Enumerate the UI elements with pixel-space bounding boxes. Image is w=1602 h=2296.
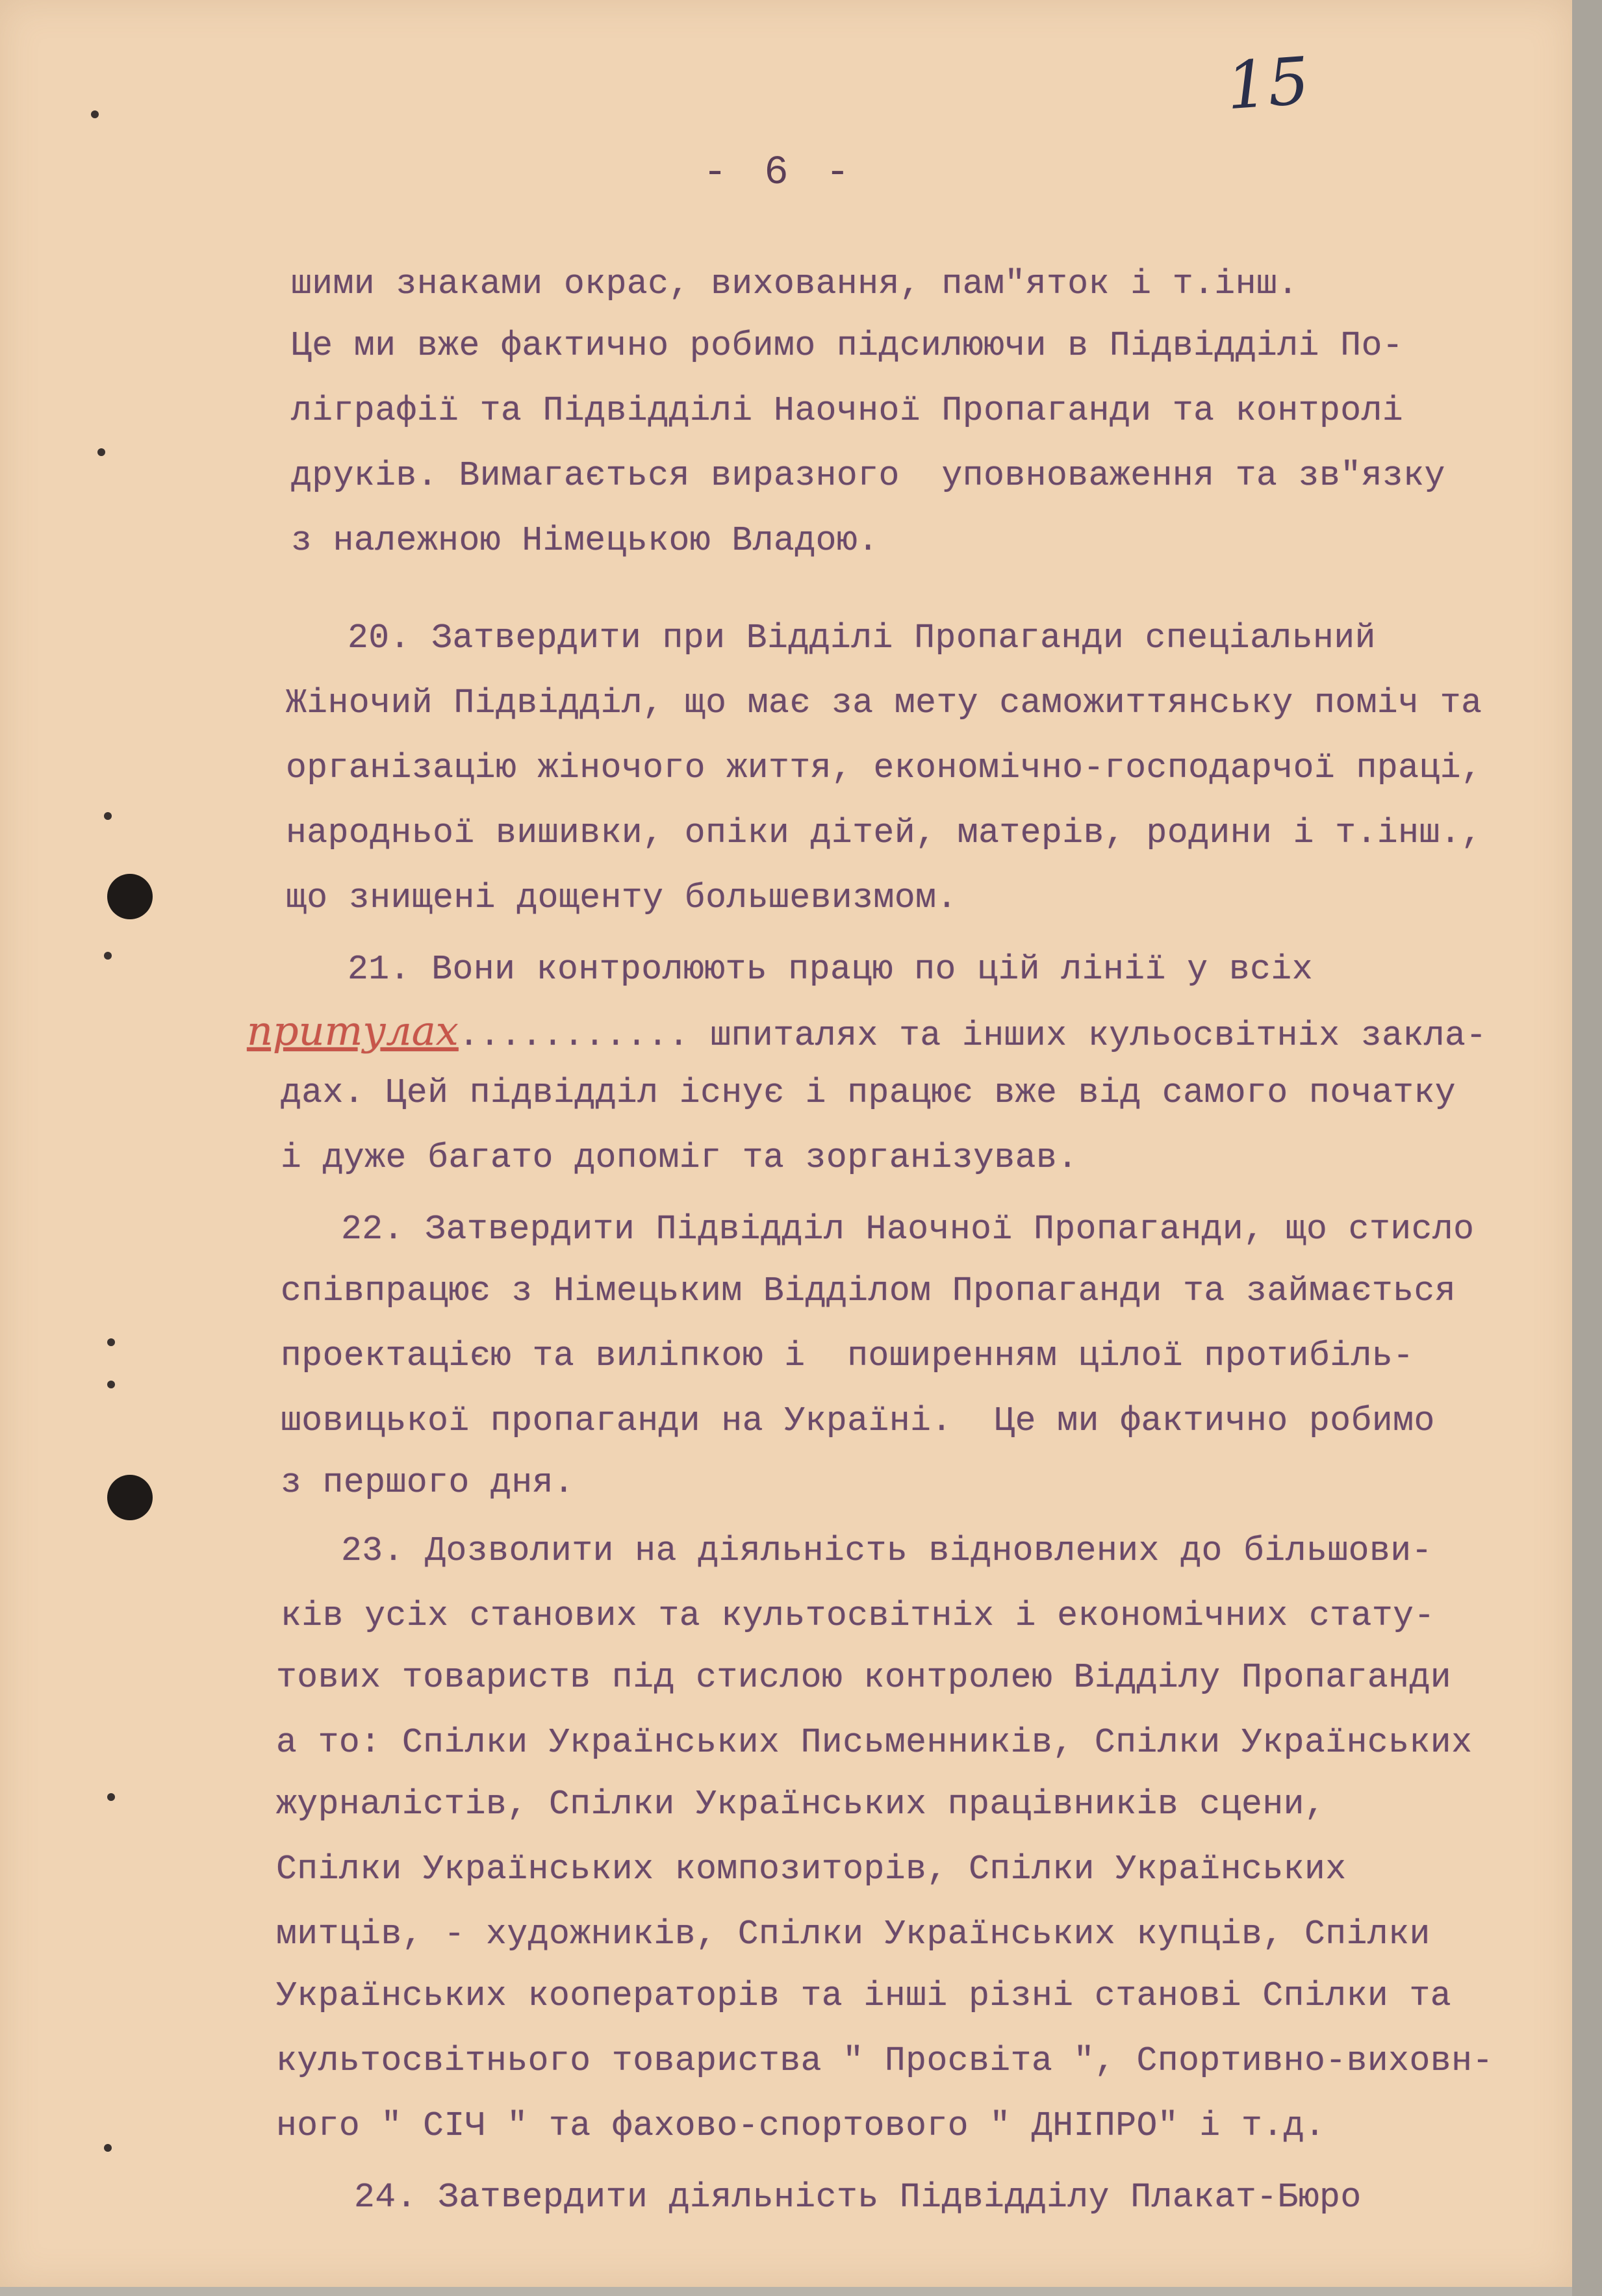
text-line: організацію жіночого життя, економічно-господарчої праці, [286, 748, 1482, 787]
paper-speck [107, 1381, 115, 1388]
text-line: культосвітнього товариства " Просвіта ", Спортивно-виховн- [276, 2041, 1494, 2080]
handwritten-folio-number: 15 [1224, 42, 1312, 125]
text-line: ........... шпиталях та інших кульосвітніх закла- [458, 1016, 1487, 1055]
text-line: 20. Затвердити при Відділі Пропаганди спеціальний [348, 619, 1376, 657]
text-line: Спілки Українських композиторів, Спілки Українських [276, 1850, 1347, 1889]
text-line: ків усіх станових та культосвітніх і економічних стату- [281, 1596, 1435, 1635]
text-line: ліграфії та Підвідділі Наочної Пропаганди та контролі [291, 391, 1404, 430]
text-line: журналістів, Спілки Українських працівників сцени, [276, 1785, 1326, 1824]
text-line: з належною Німецькою Владою. [291, 521, 879, 560]
text-line: друків. Вимагається виразного уповноваження та зв"язку [291, 456, 1445, 495]
text-line: Це ми вже фактично робимо підсилюючи в Підвідділі По- [291, 326, 1404, 365]
page-number: - 6 - [702, 149, 857, 196]
text-line: і дуже багато допоміг та зорганізував. [281, 1138, 1078, 1177]
paper-speck [97, 448, 105, 456]
paper-speck [91, 110, 99, 118]
paper-speck [107, 1338, 115, 1346]
paper-speck [104, 952, 112, 960]
text-line: співпрацює з Німецьким Відділом Пропаганди та займається [281, 1271, 1456, 1310]
text-line: що знищені дощенту большевизмом. [286, 878, 958, 917]
text-line: 24. Затвердити діяльність Підвідділу Плакат-Бюро [354, 2178, 1362, 2217]
text-line: а то: Спілки Українських Письменників, Спілки Українських [276, 1723, 1473, 1762]
page-edge [1572, 0, 1602, 2296]
handwritten-insertion: притулах [247, 1007, 459, 1054]
text-line: народньої вишивки, опіки дітей, матерів, родини і т.інш., [286, 813, 1482, 852]
text-line: шими знаками окрас, виховання, пам"яток і т.інш. [291, 264, 1299, 303]
text-line: шовицької пропаганди на Україні. Це ми фактично робимо [281, 1401, 1435, 1440]
text-line: 22. Затвердити Підвідділ Наочної Пропаганди, що стисло [341, 1210, 1475, 1249]
text-line: митців, - художників, Спілки Українських купців, Спілки [276, 1915, 1430, 1954]
text-line: Українських кооператорів та інші різні станові Спілки та [276, 1976, 1452, 2015]
punch-hole-bottom [107, 1475, 153, 1520]
paper-speck [104, 2144, 112, 2152]
text-line: проектацією та виліпкою і поширенням цілої протибіль- [281, 1336, 1414, 1375]
text-line: з першого дня. [281, 1463, 575, 1502]
paper-speck [107, 1793, 115, 1801]
text-line: 21. Вони контролюють працю по цій лінії у всіх [348, 950, 1314, 989]
text-line: ного " СІЧ " та фахово-спортового " ДНІПРО" і т.д. [276, 2106, 1326, 2145]
text-line: тових товариств під стислою контролею Відділу Пропаганди [276, 1658, 1452, 1697]
punch-hole-top [107, 874, 153, 919]
text-line: дах. Цей підвідділ існує і працює вже від самого початку [281, 1073, 1456, 1112]
text-line: 23. Дозволити на діяльність відновлених до більшови- [341, 1531, 1432, 1570]
paper-speck [104, 812, 112, 820]
text-line-with-handwriting [247, 1007, 1487, 1056]
text-line: Жіночий Підвідділ, що має за мету саможиттянську поміч та [286, 683, 1482, 722]
